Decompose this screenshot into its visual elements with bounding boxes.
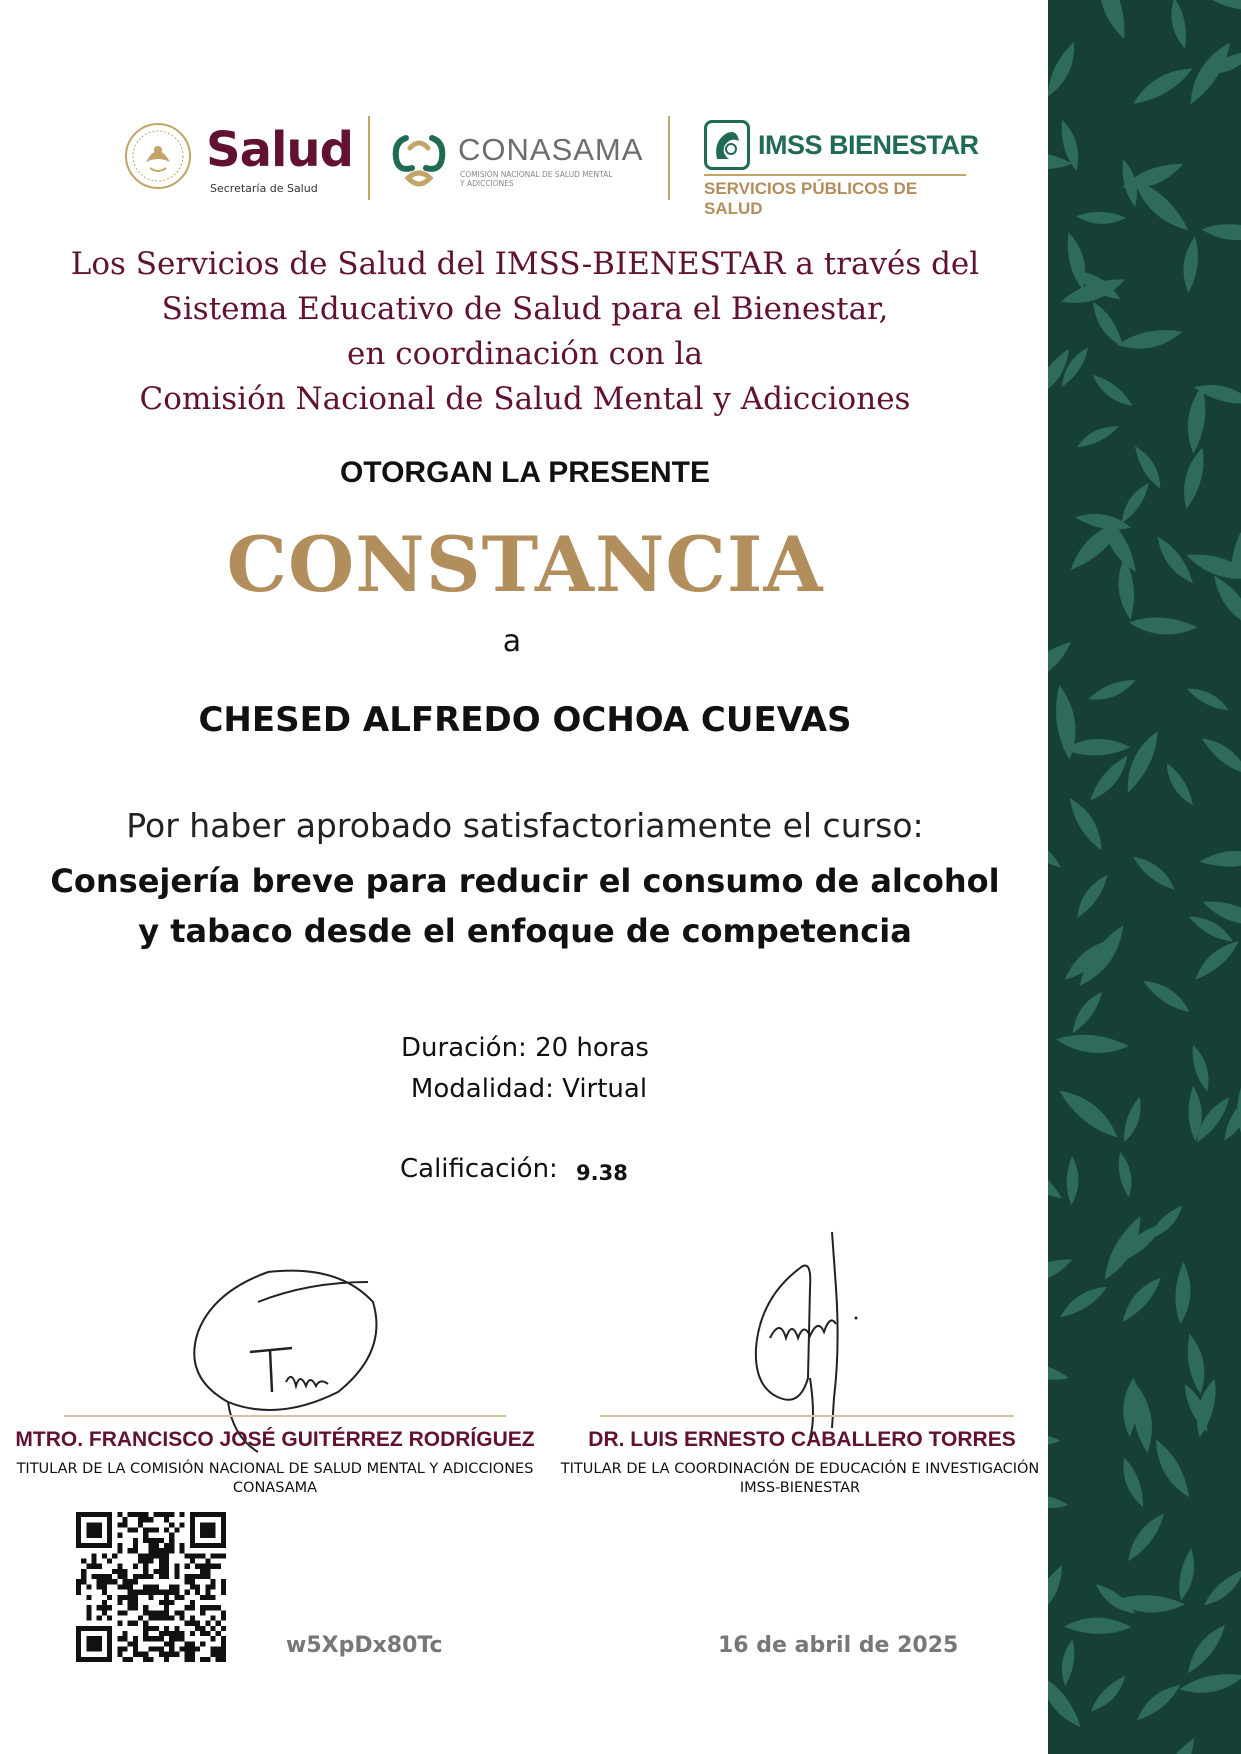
leaf-shape [1184,36,1235,109]
leaf-shape [1117,479,1151,527]
header-logos [120,110,980,218]
certificate-title: CONSTANCIA [226,520,824,609]
leaf-shape [1201,224,1241,241]
conasama-logo-text: CONASAMA [458,132,644,167]
course-modality: Modalidad: Virtual [410,1074,648,1104]
signatory-1-role [0,1460,550,1498]
signatory-1-role-line-2: CONASAMA [232,1480,318,1496]
leaf-pattern [1048,0,1241,1754]
leaf-shape [1056,1279,1109,1324]
salud-logo-text: Salud [206,122,353,178]
signatory-2-role [550,1460,1050,1498]
leaf-shape [1177,1547,1197,1602]
leaf-shape [1126,175,1195,236]
leaf-shape [1205,572,1241,633]
leaf-shape [1165,0,1192,50]
leaf-shape [1073,870,1111,922]
leaf-shape [1121,1095,1144,1144]
leaf-shape [1201,1564,1241,1612]
grade-label: Calificación: [400,1154,558,1184]
leaf-shape [1186,1043,1215,1093]
leaf-shape [1160,761,1199,808]
conasama-subtitle-line2: Y ADICCIONES [460,179,514,188]
verification-qr-code[interactable] [76,1512,226,1662]
issuer-statement [20,242,1030,422]
signatory-1-name: MTRO. FRANCISCO JOSÉ GUITÉRREZ RODRÍGUEZ [15,1428,535,1451]
leaf-shape [1048,834,1065,871]
course-details [20,1028,1030,1110]
conasama-logo-subtitle [460,170,630,188]
signature-2-line [600,1415,1014,1417]
leaf-shape [1178,1667,1241,1701]
issuer-line-3: en coordinación con la [347,336,703,372]
leaf-shape [1048,39,1080,101]
leaf-shape [1150,534,1199,588]
leaf-shape [1123,1508,1168,1566]
recipient-name: CHESED ALFREDO OCHOA CUEVAS [198,700,852,740]
leaf-shape [1121,727,1162,796]
logo-divider [668,116,670,200]
leaf-shape [1180,445,1207,511]
logo-divider [368,116,370,200]
leaf-shape [1088,372,1137,410]
leaf-shape [1118,1271,1164,1326]
leaf-shape [1063,1615,1131,1636]
conasama-subtitle-line1: COMISIÓN NACIONAL DE SALUD MENTAL [460,170,613,179]
signatory-1-role-line-1: TITULAR DE LA COMISIÓN NACIONAL DE SALUD MENTAL Y ADICCIONES [16,1461,534,1477]
mexico-seal-icon [124,122,192,190]
leaf-shape [1183,1619,1229,1678]
leaf-shape [1129,617,1198,634]
imss-logo-icon [704,120,750,170]
grade-value: 9.38 [576,1161,628,1185]
leaf-shape [1194,0,1241,14]
leaf-shape [1186,385,1206,454]
leaf-shape [1056,1034,1130,1054]
leaf-shape [1139,975,1194,1015]
signature-1-line [64,1415,506,1417]
imss-logo-subtitle: SERVICIOS PÚBLICOS DE SALUD [704,179,918,218]
imss-logo-rule [704,174,966,176]
issuer-line-1: Los Servicios de Salud del IMSS-BIENESTAR a través del [70,246,980,282]
leaf-shape [1076,211,1127,226]
leaf-shape [1152,1733,1201,1754]
leaf-shape [1133,1678,1183,1726]
course-title [40,856,1010,956]
leaf-shape [1048,1360,1071,1384]
leaf-shape [1199,847,1241,871]
leaf-shape [1068,987,1105,1037]
course-title-line-1: Consejería breve para reducir el consumo de alcohol [50,862,1000,900]
issuer-line-4: Comisión Nacional de Salud Mental y Adicciones [139,381,911,417]
leaf-shape [1065,1156,1080,1206]
leaf-shape [1048,1493,1069,1510]
preposition: a [502,624,522,659]
signatory-2-role-line-2: IMSS-BIENESTAR [739,1480,861,1496]
grant-heading: OTORGAN LA PRESENTE [339,456,711,489]
course-intro: Por haber aprobado satisfactoriamente el curso: [126,806,924,845]
leaf-shape [1197,733,1241,778]
leaf-shape [1048,1251,1075,1294]
leaf-shape [1060,1639,1076,1687]
leaf-shape [1063,794,1111,853]
leaf-shape [1088,1671,1129,1717]
leaf-shape [1113,557,1139,621]
leaf-shape [1048,634,1076,694]
leaf-shape [1087,673,1139,707]
verification-code: w5XpDx80Tc [286,1633,443,1658]
leaf-shape [1116,1456,1150,1510]
leaf-shape [1146,1437,1197,1501]
leaf-shape [1048,1561,1068,1625]
issue-date: 16 de abril de 2025 [718,1633,959,1658]
course-title-line-2: y tabaco desde el enfoque de competencia [138,912,912,950]
course-duration: Duración: 20 horas [401,1033,649,1063]
leaf-shape [1053,1084,1125,1142]
leaf-shape [1175,1262,1192,1324]
leaf-shape [1129,852,1180,893]
leaf-shape [1074,419,1120,453]
leaf-shape [1089,0,1134,42]
issuer-line-2: Sistema Educativo de Salud para el Bienestar, [161,291,889,327]
salud-logo-subtitle: Secretaría de Salud [210,182,318,195]
leaf-shape [1116,323,1185,357]
leaf-shape [1087,751,1132,806]
leaf-shape [1129,59,1195,112]
imss-logo-text: IMSS BIENESTAR [758,130,979,160]
leaf-shape [1114,1150,1137,1198]
conasama-logo-icon [390,128,448,192]
signatory-2-role-line-1: TITULAR DE LA COORDINACIÓN DE EDUCACIÓN E INVESTIGACIÓN [560,1461,1040,1477]
decorative-leaf-band [1048,0,1241,1754]
signatory-2-name: DR. LUIS ERNESTO CABALLERO TORRES [588,1428,1016,1451]
leaf-shape [1048,1148,1068,1205]
leaf-shape [1048,1672,1088,1732]
leaf-shape [1123,1377,1138,1436]
leaf-shape [1182,236,1198,293]
leaf-shape [1184,684,1232,713]
leaf-shape [1191,934,1241,985]
